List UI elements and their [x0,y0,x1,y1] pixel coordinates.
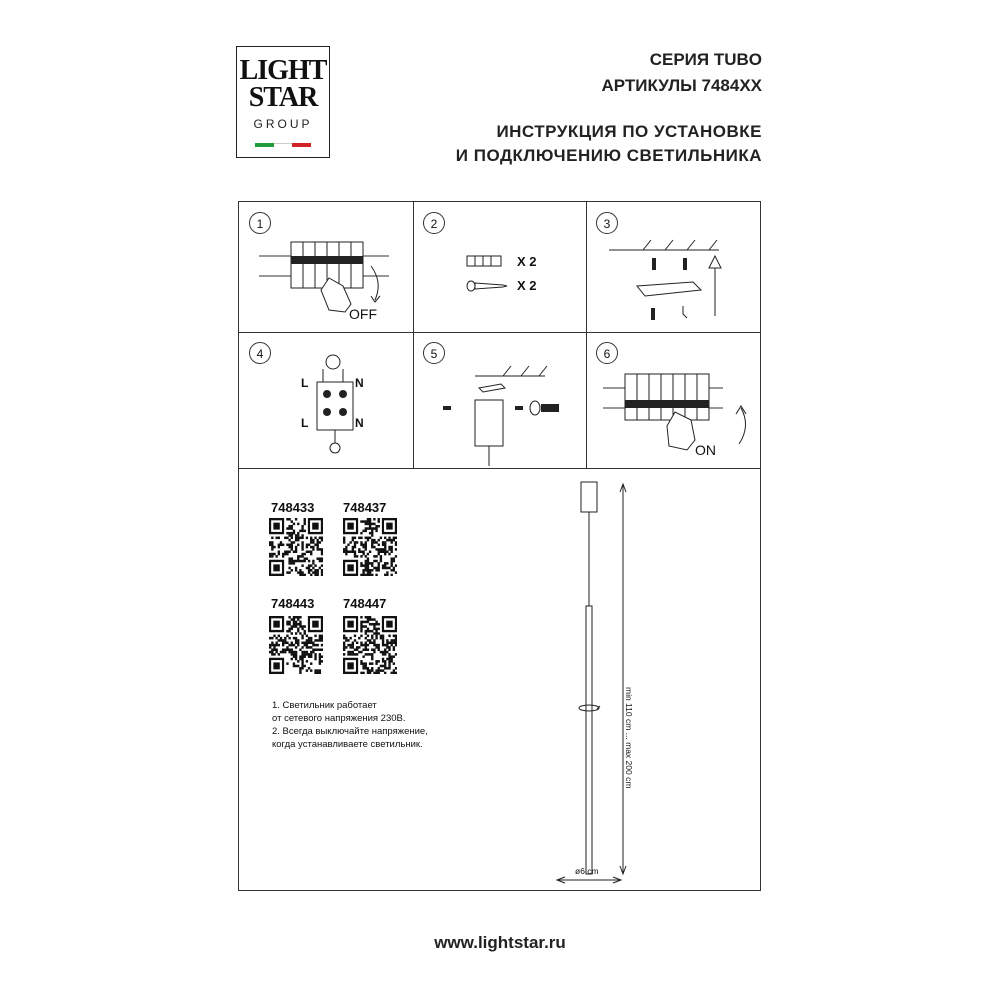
grid-line-vertical-1 [413,202,414,468]
note-line-4: когда устанавливаете светильник. [272,739,423,750]
step-6-on-label: ON [695,442,716,458]
qr-label-3: 748443 [271,596,315,611]
line-label-bottom: L [301,416,309,430]
qr-code-748437 [343,518,397,576]
articles-title: АРТИКУЛЫ 7484XX [601,76,762,95]
neutral-label-bottom: N [355,416,364,430]
anchor-and-screw-illustration [465,252,525,294]
mounting-bracket-illustration [609,232,749,328]
instruction-frame [238,201,761,891]
italian-flag-stripe [255,143,311,147]
flag-red [292,143,311,147]
logo-word-star: STAR [248,82,318,113]
instruction-title-line1: ИНСТРУКЦИЯ ПО УСТАНОВКЕ [496,122,762,141]
note-line-1: 1. Светильник работает [272,700,377,711]
line-label-top: L [301,376,309,390]
step-1-number: 1 [249,212,271,234]
brand-logo [236,46,330,158]
qr-label-1: 748433 [271,500,315,515]
screw-quantity: X 2 [517,278,537,293]
step-3-number: 3 [596,212,618,234]
grid-line-horizontal-1 [239,332,760,333]
grid-line-vertical-2 [586,202,587,468]
height-dimension-label: min 110 cm ... max 200 cm [624,687,634,789]
flag-green [255,143,274,147]
step-6-number: 6 [596,342,618,364]
step-1-off-label: OFF [349,306,377,322]
diameter-dimension-label: ø6 cm [575,866,599,876]
qr-code-748443 [269,616,323,674]
note-line-2: от сетевого напряжения 230В. [272,713,406,724]
step-5-number: 5 [423,342,445,364]
canopy-mounting-illustration [435,360,579,466]
instruction-title-line2: И ПОДКЛЮЧЕНИЮ СВЕТИЛЬНИКА [455,146,762,165]
neutral-label-top: N [355,376,364,390]
circuit-breaker-on-illustration [603,366,753,462]
pendant-lamp-dimension-drawing [539,478,659,890]
qr-code-748447 [343,616,397,674]
step-2-number: 2 [423,212,445,234]
wiring-terminal-diagram [309,352,369,458]
website-link[interactable]: www.lightstar.ru [434,933,566,952]
anchor-quantity: X 2 [517,254,537,269]
note-line-3: 2. Всегда выключайте напряжение, [272,726,428,737]
circuit-breaker-off-illustration [259,230,409,328]
logo-word-group: GROUP [253,117,313,131]
series-title: СЕРИЯ TUBO [649,50,762,69]
flag-white [274,143,293,147]
qr-label-4: 748447 [343,596,387,611]
qr-label-2: 748437 [343,500,387,515]
logo-word-light: LIGHT [239,55,327,86]
grid-line-horizontal-2 [239,468,760,469]
qr-code-748433 [269,518,323,576]
step-4-number: 4 [249,342,271,364]
